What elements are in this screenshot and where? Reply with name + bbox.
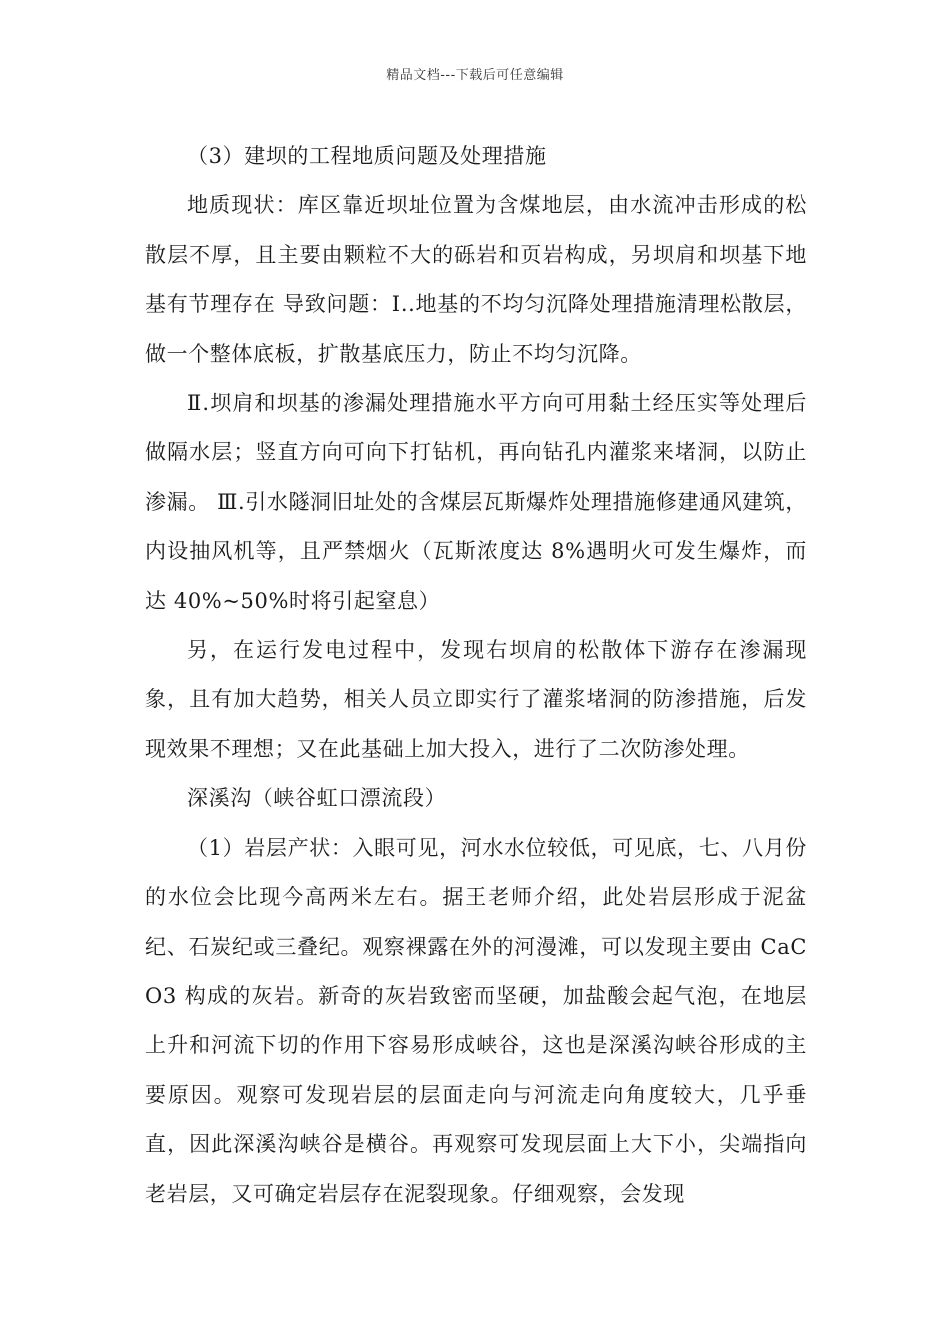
section-heading: （3）建坝的工程地质问题及处理措施 xyxy=(187,144,547,168)
document-body xyxy=(145,132,807,1219)
paragraph-leakage-treatment: Ⅱ.坝肩和坝基的渗漏处理措施水平方向可用黏土经压实等处理后做隔水层；竖直方向可向下打钻机，再向钻孔内灌浆来堵洞，以防止渗漏。 Ⅲ.引水隧洞旧址处的含煤层瓦斯爆炸处理措施修建通风建筑，内设抽风机等，且严禁烟火（瓦斯浓度达 8%遇明火可发生爆炸，而达 40%~50%时将引起窒息） xyxy=(145,391,807,613)
paragraph-rock-attitude: （1）岩层产状：入眼可见，河水水位较低，可见底，七、八月份的水位会比现今高两米左右。据王老师介绍，此处岩层形成于泥盆纪、石炭纪或三叠纪。观察裸露在外的河漫滩，可以发现主要由 CaCO3 构成的灰岩。新奇的灰岩致密而坚硬，加盐酸会起气泡，在地层上升和河流下切的作用下容易形成峡谷，这也是深溪沟峡谷形成的主要原因。观察可发现岩层的层面走向与河流走向角度较大，几乎垂直，因此深溪沟峡谷是横谷。再观察可发现层面上大下小，尖端指向老岩层，又可确定岩层存在泥裂现象。仔细观察，会发现 xyxy=(145,835,807,1206)
page-header: 精品文档---下载后可任意编辑 xyxy=(386,68,564,83)
paragraph-geology-status: 地质现状：库区靠近坝址位置为含煤地层，由水流冲击形成的松散层不厚，且主要由颗粒不大的砾岩和页岩构成，另坝肩和坝基下地基有节理存在 导致问题：Ⅰ..地基的不均匀沉降处理措施清理松散层，做一个整体底板，扩散基底压力，防止不均匀沉降。 xyxy=(145,193,807,366)
paragraph-operation-leakage: 另，在运行发电过程中，发现右坝肩的松散体下游存在渗漏现象，且有加大趋势，相关人员立即实行了灌浆堵洞的防渗措施，后发现效果不理想；又在此基础上加大投入，进行了二次防渗处理。 xyxy=(145,638,807,761)
subsection-title: 深溪沟（峡谷虹口漂流段） xyxy=(187,786,447,811)
